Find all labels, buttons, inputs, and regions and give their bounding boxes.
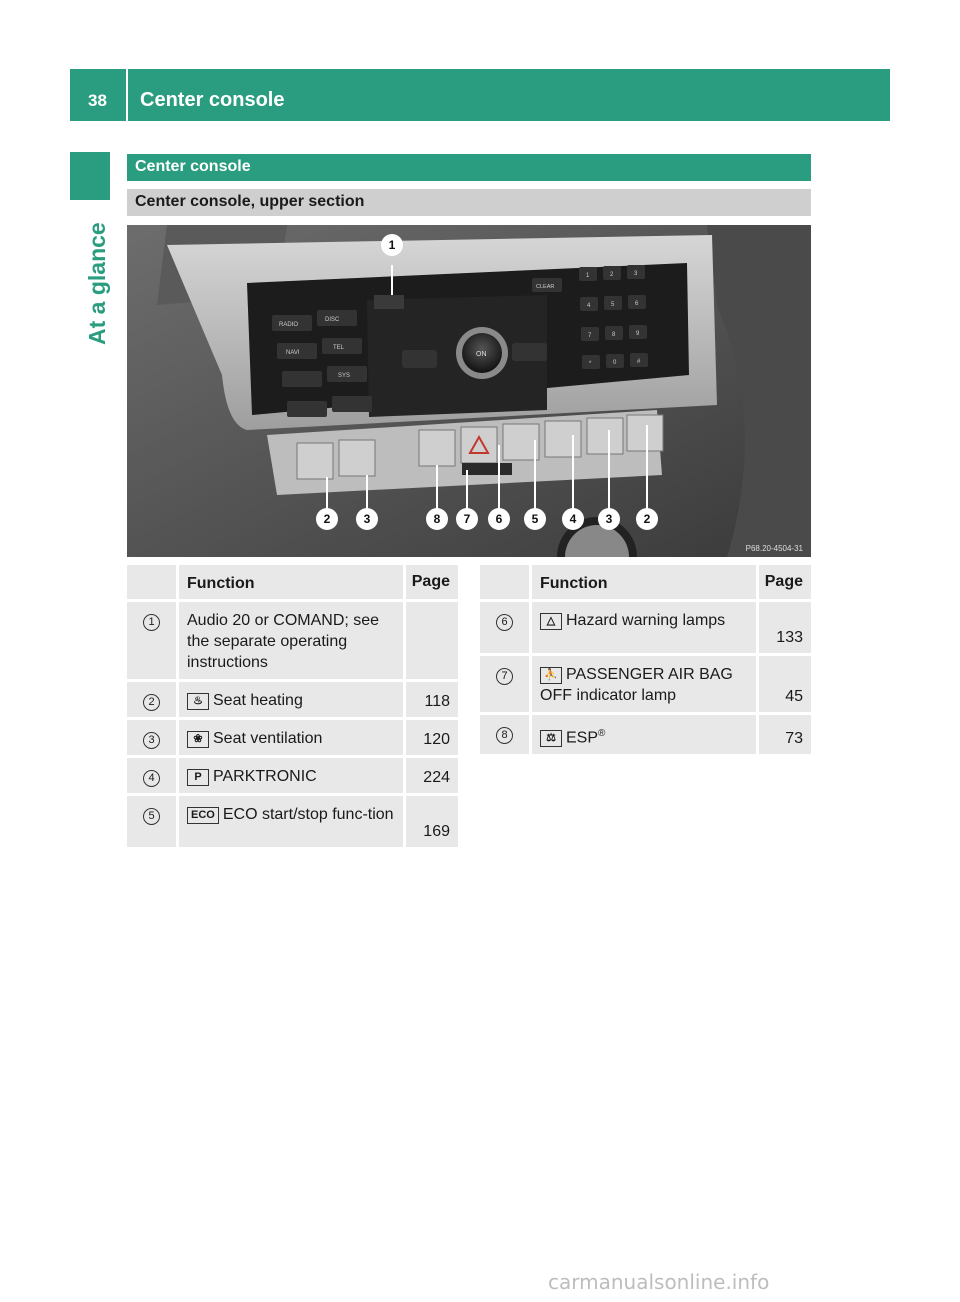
page-ref — [403, 599, 458, 679]
photo-code: P68.20-4504-31 — [745, 544, 803, 553]
function-text: Audio 20 or COMAND; see the separate operating instructions — [187, 612, 380, 671]
callout-2-left: 2 — [323, 512, 331, 526]
callout-badge: 4 — [143, 770, 160, 787]
callout-1: 1 — [388, 238, 396, 252]
callout-4: 4 — [569, 512, 577, 526]
clear-button-label: CLEAR — [536, 284, 555, 290]
table-row — [480, 712, 811, 754]
table-row — [480, 599, 811, 653]
callout-8: 8 — [433, 512, 441, 526]
on-knob-label: ON — [476, 351, 487, 358]
header-page: Page — [403, 565, 458, 599]
function-text: ESP — [566, 729, 599, 747]
function-text: PARKTRONIC — [213, 768, 317, 785]
key-0: 0 — [613, 360, 617, 366]
key-2: 2 — [610, 272, 614, 278]
center-console-photo — [127, 225, 811, 557]
callout-3-left: 3 — [363, 512, 371, 526]
page-header — [70, 69, 890, 121]
callout-badge: 6 — [496, 614, 513, 631]
parktronic-off-icon: P — [187, 769, 209, 786]
callout-badge: 2 — [143, 694, 160, 711]
table-row — [127, 793, 458, 847]
function-text: Hazard warning lamps — [566, 612, 726, 629]
key-7: 7 — [588, 333, 592, 339]
function-text: Seat heating — [213, 692, 303, 709]
radio-button-label: RADIO — [279, 322, 299, 328]
key-9: 9 — [636, 331, 640, 337]
key-hash: # — [637, 359, 641, 365]
eco-icon: ECO — [187, 807, 219, 824]
header-page: Page — [756, 565, 811, 599]
callout-6: 6 — [495, 512, 503, 526]
callout-3-right: 3 — [605, 512, 613, 526]
header-function: Function — [532, 565, 756, 599]
hazard-warning-icon: △ — [540, 613, 562, 630]
navi-button-label: NAVI — [286, 350, 300, 356]
header-divider — [126, 69, 128, 121]
side-tab-label: At a glance — [84, 222, 110, 345]
disc-button-label: DISC — [325, 317, 340, 323]
page-ref: 118 — [403, 679, 458, 717]
key-4: 4 — [587, 303, 591, 309]
page-ref: 169 — [403, 793, 458, 847]
page-ref: 133 — [756, 599, 811, 653]
side-tab-marker — [70, 152, 110, 200]
table-row — [127, 599, 458, 679]
section-heading: Center console — [127, 154, 811, 181]
page-ref: 120 — [403, 717, 458, 755]
function-text: Seat ventilation — [213, 730, 323, 747]
callout-2-right: 2 — [643, 512, 651, 526]
key-5: 5 — [611, 302, 615, 308]
sys-button-label: SYS — [338, 373, 351, 379]
table-row — [127, 755, 458, 793]
seat-heating-icon: ♨ — [187, 693, 209, 710]
page-ref: 73 — [756, 712, 811, 754]
function-text: PASSENGER AIR BAG OFF indicator lamp — [540, 666, 733, 704]
key-star: * — [589, 361, 592, 367]
key-6: 6 — [635, 301, 639, 307]
function-table-right — [480, 565, 811, 754]
key-1: 1 — [586, 273, 590, 279]
table-row — [127, 717, 458, 755]
callout-badge: 1 — [143, 614, 160, 631]
registered-mark: ® — [598, 728, 606, 739]
callout-7: 7 — [463, 512, 471, 526]
table-row — [480, 653, 811, 712]
page-number: 38 — [88, 91, 107, 110]
callout-badge: 8 — [496, 727, 513, 744]
header-function: Function — [179, 565, 403, 599]
page-ref: 45 — [756, 653, 811, 712]
callout-5: 5 — [531, 512, 539, 526]
callout-badge: 3 — [143, 732, 160, 749]
tel-button-label: TEL — [333, 345, 345, 351]
key-3: 3 — [634, 271, 638, 277]
header-num-col — [127, 565, 179, 599]
callout-badge: 7 — [496, 668, 513, 685]
header-num-col — [480, 565, 532, 599]
page-ref: 224 — [403, 755, 458, 793]
function-text: ECO start/stop func-tion — [222, 806, 394, 823]
subsection-heading: Center console, upper section — [127, 189, 811, 216]
seat-ventilation-icon: ❀ — [187, 731, 209, 748]
key-8: 8 — [612, 332, 616, 338]
passenger-airbag-off-icon: ⛹ — [540, 667, 562, 684]
header-title: Center console — [140, 89, 285, 111]
function-table-left — [127, 565, 458, 847]
table-row — [127, 679, 458, 717]
esp-off-icon: ⚖ — [540, 730, 562, 747]
callout-badge: 5 — [143, 808, 160, 825]
watermark: carmanualsonline.info — [548, 1270, 770, 1294]
